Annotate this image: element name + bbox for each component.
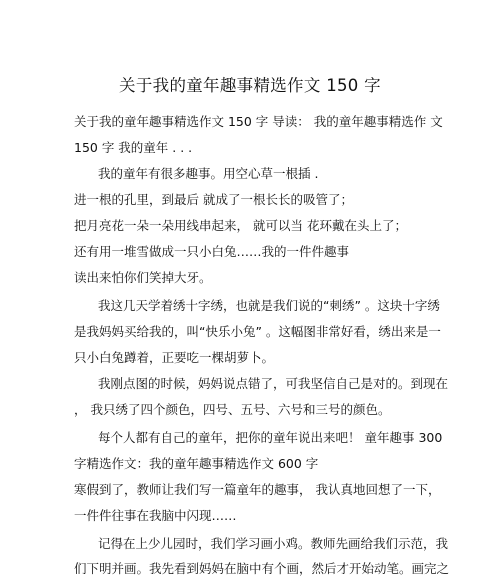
text-line: 一件件往事在我脑中闪现…… — [74, 508, 237, 523]
text-line: 我这几天学着绣十字绣，也就是我们说的“刺绣” 。这块十字绣 — [98, 298, 440, 313]
text-line: 还有用一堆雪做成一只小白兔……我的一件件趣事 — [74, 244, 350, 259]
document-title: 关于我的童年趣事精选作文 150 字 — [119, 76, 381, 95]
text-line: 寒假到了，教师让我们写一篇童年的趣事， 我认真地回想了一下， — [74, 482, 441, 497]
text-line: 们下明并画。我先看到妈妈在脑中有个画，然后才开始动笔。画完之 — [74, 561, 450, 576]
text-line: 把月亮花一朵一朵用线串起来， 就可以当 花环戴在头上了； — [74, 218, 407, 233]
text-line: 进一根的孔里，到最后 就成了一根长长的吸管了； — [74, 192, 353, 207]
text-line: 记得在上少儿园时，我们学习画小鸡。教师先画给我们示范，我 — [98, 536, 449, 551]
text-line: 我刚点图的时候，妈妈说点错了，可我坚信自己是对的。到现在 — [98, 376, 449, 391]
text-line: 读出来怕你们笑掉大牙。 — [74, 270, 212, 285]
text-line: 150 字 我的童年 . . . — [74, 140, 193, 155]
text-line: 只小白兔蹲着，正要吃一棵胡萝卜。 — [74, 350, 275, 365]
text-line: 是我妈妈买给我的，叫“快乐小兔” 。这幅图非常好看，绣出来是一 — [74, 324, 441, 339]
text-line: 关于我的童年趣事精选作文 150 字 导读： 我的童年趣事精选作 文 — [74, 114, 443, 129]
text-line: 我的童年有很多趣事。用空心草一根插 . — [98, 166, 319, 181]
text-line: 每个人都有自己的童年，把你的童年说出来吧！ 童年趣事 300 — [98, 430, 443, 445]
text-line: ， 我只绣了四个颜色，四号、五号、六号和三号的颜色。 — [74, 402, 391, 417]
text-line: 字精选作文：我的童年趣事精选作文 600 字 — [74, 456, 319, 471]
